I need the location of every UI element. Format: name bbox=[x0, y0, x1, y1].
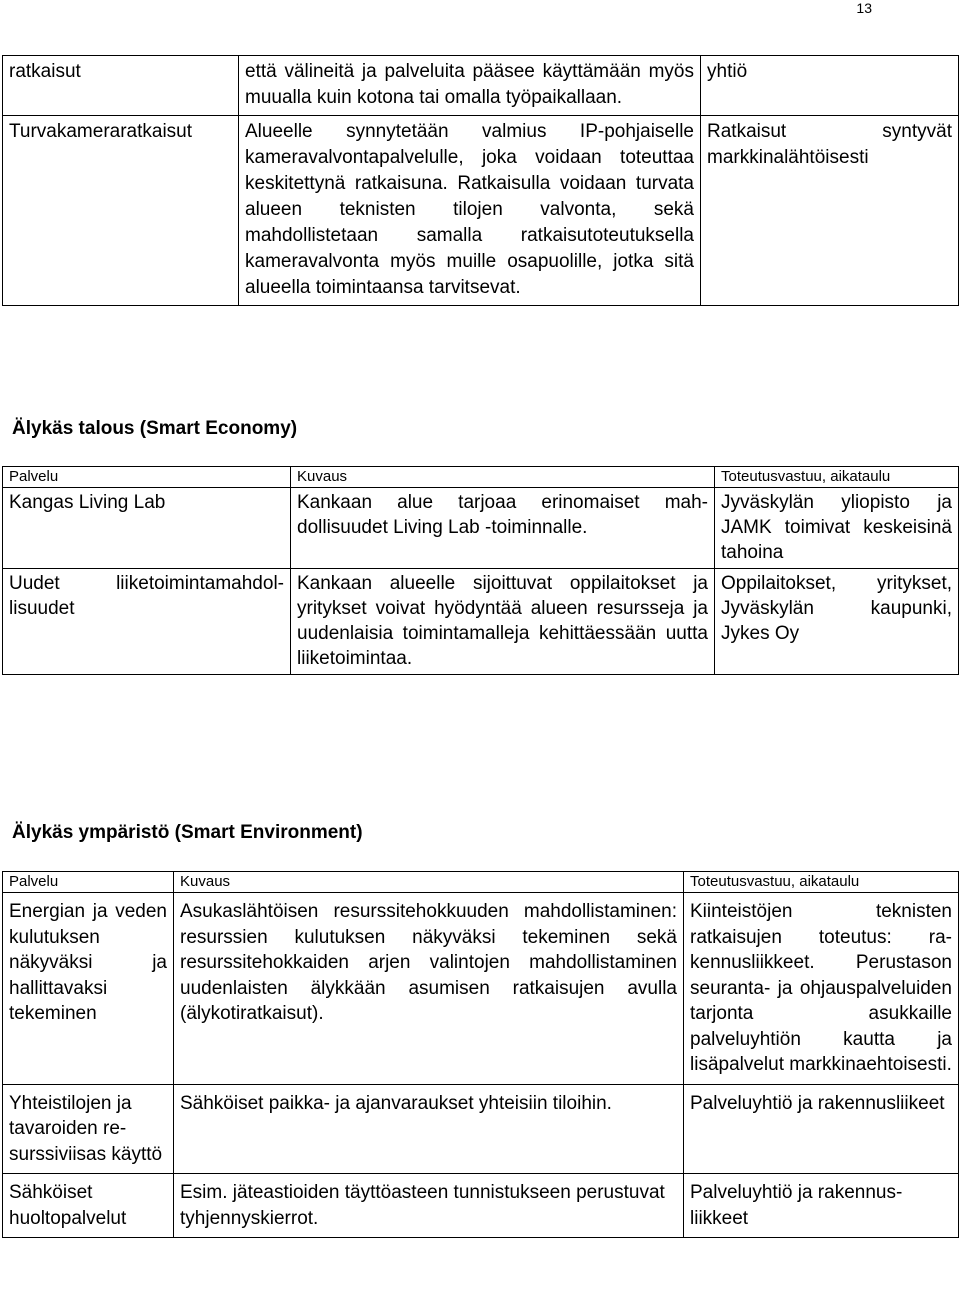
section-title-smart-environment: Älykäs ympäristö (Smart Environment) bbox=[12, 822, 363, 843]
table-row bbox=[3, 1174, 959, 1238]
column-header-responsibility: Toteutusvastuu, aikataulu bbox=[684, 872, 959, 893]
service-cell: Uudet liiketoimintamahdollisuudet bbox=[3, 569, 291, 675]
description-cell: Asukaslähtöisen resurssitehokkuuden mahdollistaminen: resurssien kulutuksen näkyväksi tekeminen sekä resurssitehokkaiden arjen valintojen mahdollistaminen uudenlaisten älykkään asumisen ratkaisujen avulla (älykotiratkaisut). bbox=[174, 893, 684, 1085]
smart-economy-table bbox=[2, 466, 959, 675]
table-header-row bbox=[3, 872, 959, 893]
smart-environment-table bbox=[2, 871, 959, 1238]
description-cell: Esim. jäteastioiden täyttöasteen tunnistukseen perustuvat tyhjennyskierrot. bbox=[174, 1174, 684, 1238]
table-row bbox=[3, 893, 959, 1085]
table-row bbox=[3, 569, 959, 675]
description-cell: Kankaan alueelle sijoittuvat oppilaitokset ja yritykset voivat hyödyntää alueen resursseja ja uudenlaisia toimintamalleja kehittäessään uutta liiketoimintaa. bbox=[291, 569, 715, 675]
column-header-service: Palvelu bbox=[3, 467, 291, 488]
service-cell: Turvakameraratkaisut bbox=[3, 116, 239, 306]
responsibility-cell: Palveluyhtiö ja rakennusliikkeet bbox=[684, 1174, 959, 1238]
table-header-row bbox=[3, 467, 959, 488]
responsibility-cell: yhtiö bbox=[701, 56, 959, 116]
description-cell: Alueelle synnytetään valmius IP-pohjaiselle kameravalvontapalvelulle, joka voidaan toteuttaa keskitettynä ratkaisuna. Ratkaisulla voidaan turvata alueen teknisten tilojen valvonta, sekä mahdollistetaan samalla ratkaisutoteutuksella kameravalvonta myös muille osapuolille, jotka sitä alueella toimintaansa tarvitsevat. bbox=[239, 116, 701, 306]
table-row bbox=[3, 56, 959, 116]
description-cell: että välineitä ja palveluita pääsee käyttämään myös muualla kuin kotona tai omalla työpaikallaan. bbox=[239, 56, 701, 116]
table-row bbox=[3, 116, 959, 306]
service-cell: Energian ja veden kulutuksen näkyväksi ja hallittavaksi tekeminen bbox=[3, 893, 174, 1085]
service-cell: ratkaisut bbox=[3, 56, 239, 116]
page-number: 13 bbox=[856, 0, 872, 16]
responsibility-cell: Kiinteistöjen teknisten ratkaisujen toteutus: rakennusliikkeet. Perustason seuranta- ja ohjauspalveluiden tarjonta asukkaille palveluyhtiön kautta ja lisäpalvelut markkinaehtoisesti. bbox=[684, 893, 959, 1085]
column-header-responsibility: Toteutusvastuu, aikataulu bbox=[715, 467, 959, 488]
description-cell: Sähköiset paikka- ja ajanvaraukset yhteisiin tiloihin. bbox=[174, 1084, 684, 1174]
column-header-description: Kuvaus bbox=[174, 872, 684, 893]
section-title-smart-economy: Älykäs talous (Smart Economy) bbox=[12, 418, 298, 439]
table-row bbox=[3, 1084, 959, 1174]
table-row bbox=[3, 488, 959, 569]
responsibility-cell: Palveluyhtiö ja rakennusliikeet bbox=[684, 1084, 959, 1174]
responsibility-cell: Ratkaisut syntyvät markkinalähtöisesti bbox=[701, 116, 959, 306]
service-cell: Yhteistilojen ja tavaroiden resurssiviisas käyttö bbox=[3, 1084, 174, 1174]
responsibility-cell: Jyväskylän yliopisto ja JAMK toimivat keskeisinä tahoina bbox=[715, 488, 959, 569]
column-header-service: Palvelu bbox=[3, 872, 174, 893]
description-cell: Kankaan alue tarjoaa erinomaiset mahdollisuudet Living Lab -toiminnalle. bbox=[291, 488, 715, 569]
service-cell: Kangas Living Lab bbox=[3, 488, 291, 569]
service-cell: Sähköiset huoltopalvelut bbox=[3, 1174, 174, 1238]
column-header-description: Kuvaus bbox=[291, 467, 715, 488]
responsibility-cell: Oppilaitokset, yritykset, Jyväskylän kaupunki, Jykes Oy bbox=[715, 569, 959, 675]
services-table-continued bbox=[2, 55, 959, 306]
